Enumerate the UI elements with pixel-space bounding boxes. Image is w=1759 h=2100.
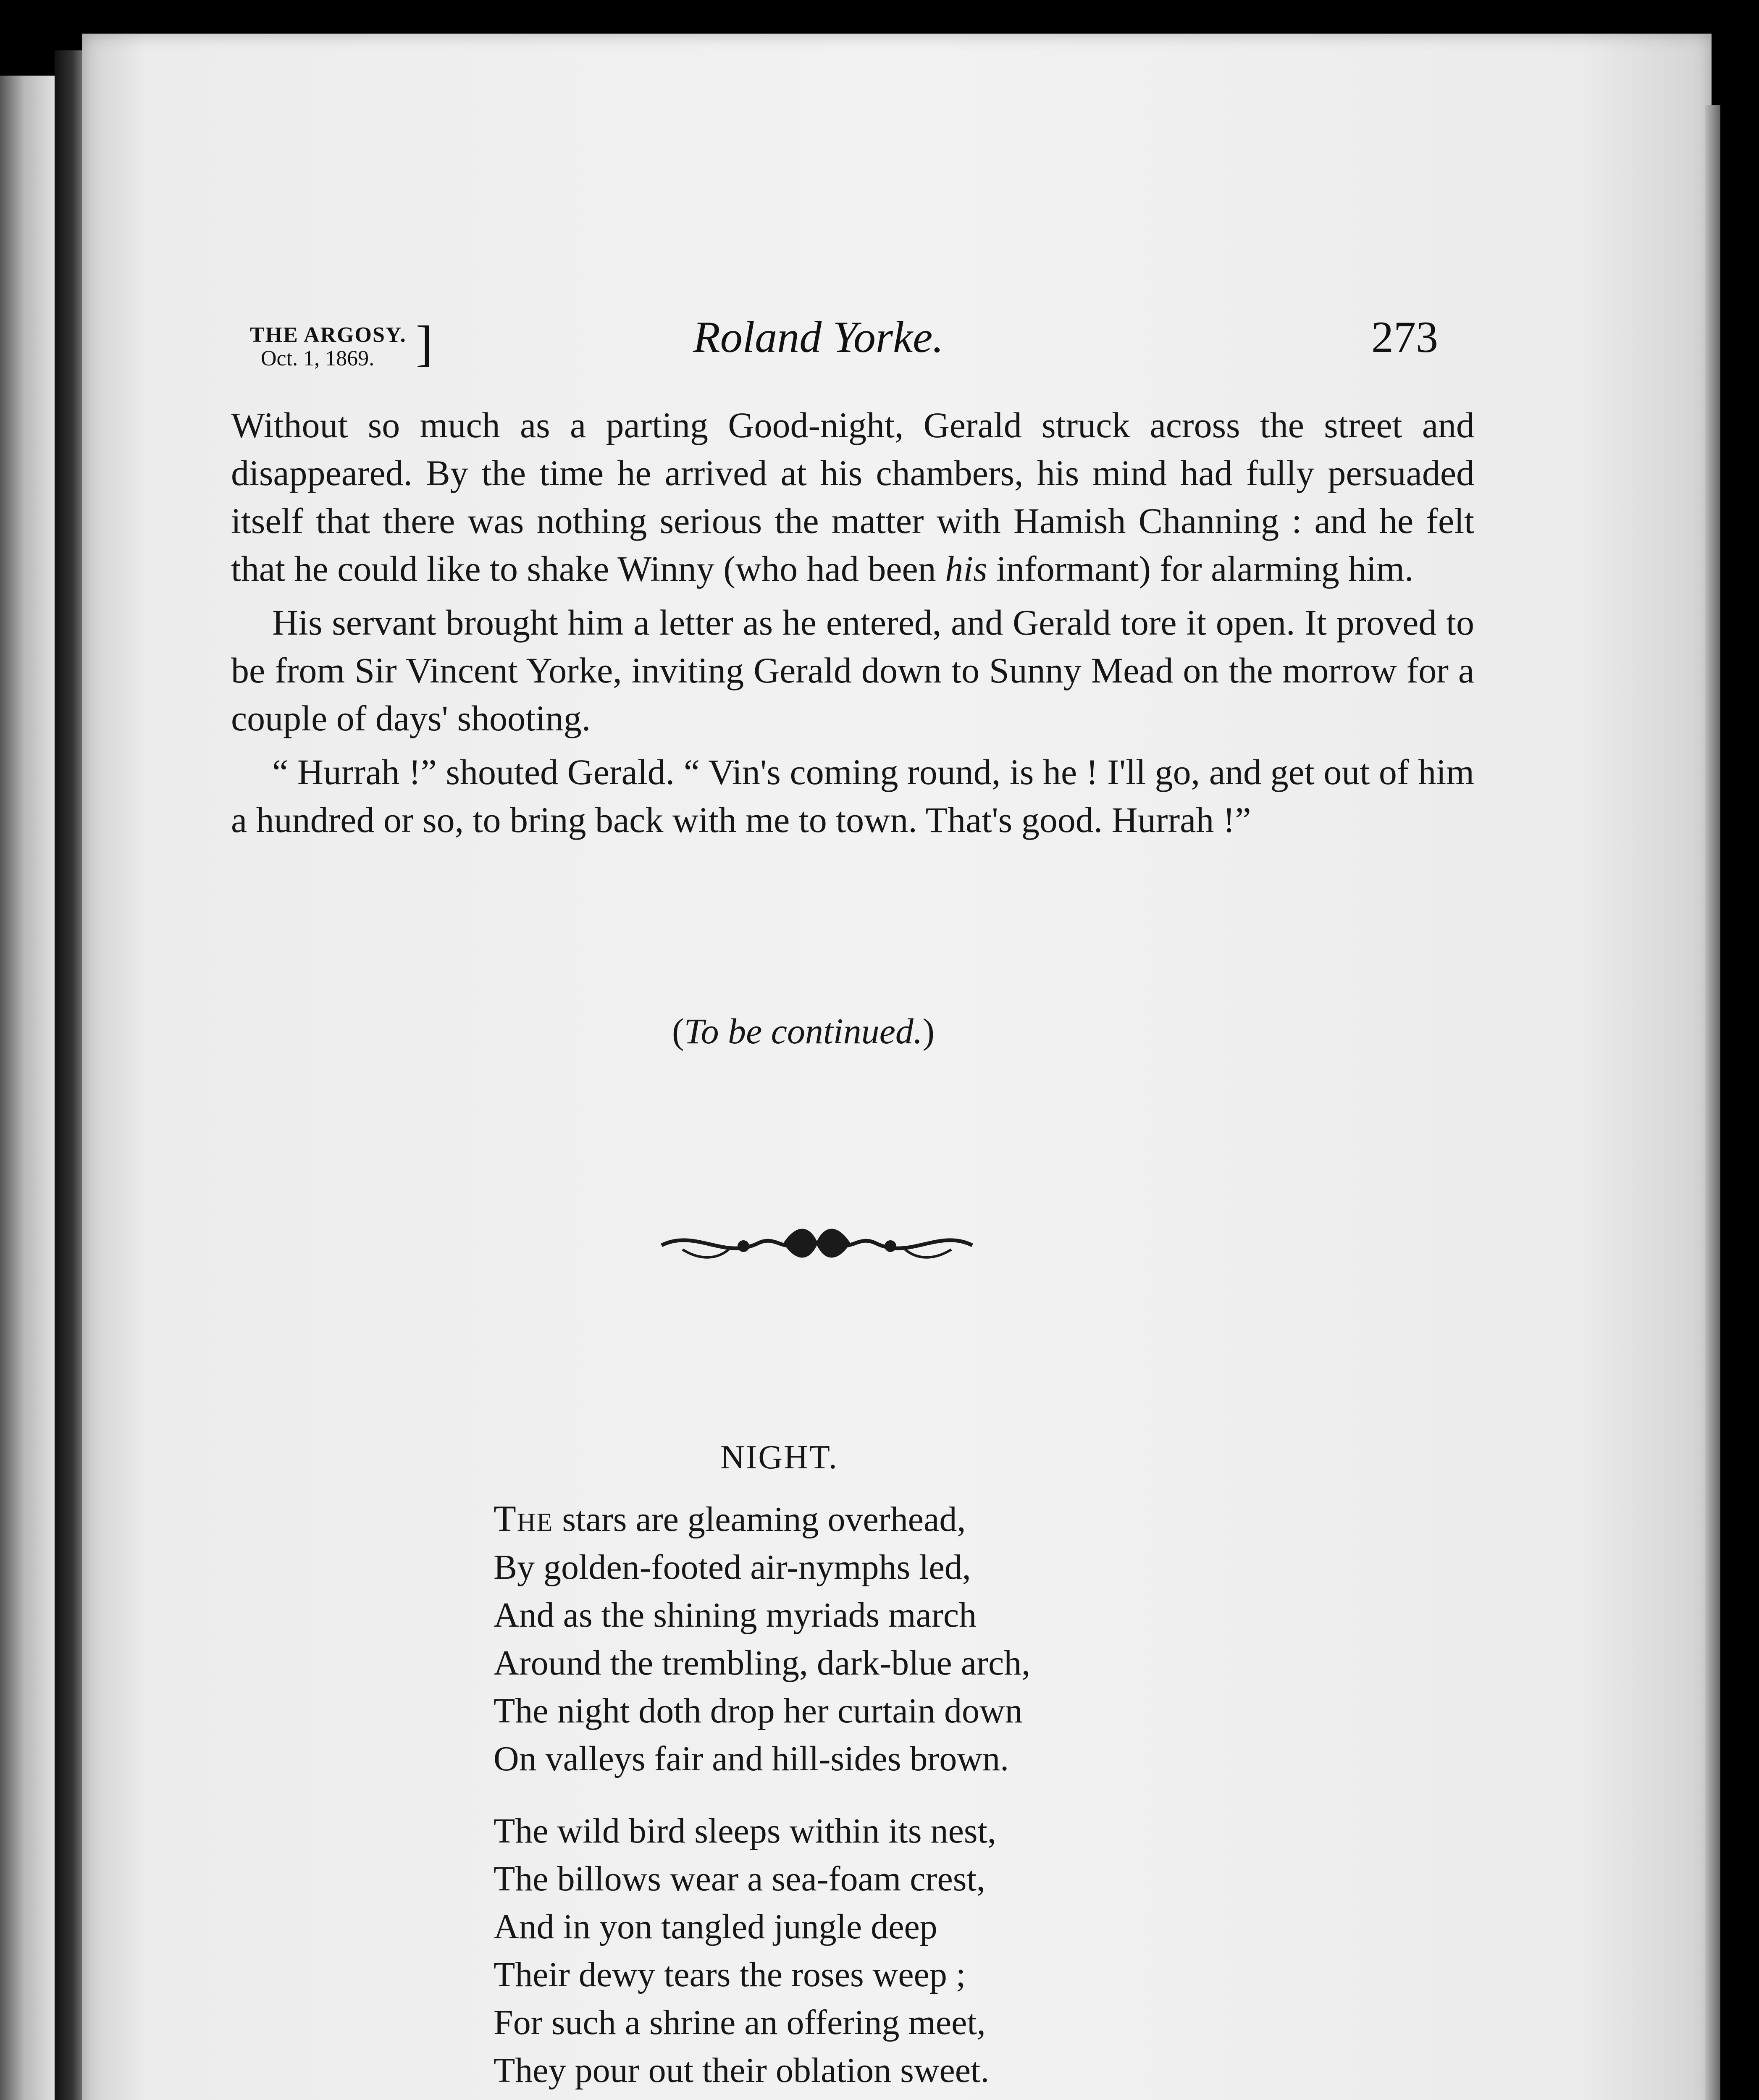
paragraph-text: Without so much as a parting Good-night, Gerald struck across the street and disappeared. By the time he arrived at his chambers, his mind had fully persuaded itself that there was nothing serious the matter with Hamish Channing : and he felt that he could like to shake Winny (who had been <box>231 405 1474 589</box>
poem-line: By golden-footed air-nymphs led, <box>494 1548 971 1587</box>
poem-line: And as the shining myriads march <box>494 1596 977 1635</box>
poem-line: The billows wear a sea-foam crest, <box>494 1859 985 1898</box>
paragraph <box>231 401 1474 593</box>
poem-line <box>494 1495 1055 1544</box>
poem-title: NIGHT. <box>720 1439 838 1476</box>
paren-close: ) <box>922 1011 935 1051</box>
running-header-title: Roland Yorke. <box>693 312 944 362</box>
paragraph: His servant brought him a letter as he entered, and Gerald tore it open. It proved to be from Sir Vincent Yorke, inviting Gerald down to Sunny Mead on the morrow for a couple of days' shooting. <box>231 602 1474 738</box>
book-gutter <box>55 50 84 2100</box>
to-be-continued <box>672 1010 935 1052</box>
poem-line: Around the trembling, dark-blue arch, <box>494 1643 1031 1683</box>
running-header-publication <box>250 323 407 370</box>
header-bracket: ] <box>416 315 433 371</box>
paragraph-text: informant) for alarming him. <box>987 549 1414 589</box>
poem-stanza-1 <box>494 1495 1055 1783</box>
page-edge-shadow <box>1705 105 1720 2100</box>
paragraph: “ Hurrah !” shouted Gerald. “ Vin's coming round, is he ! I'll go, and get out of him a hundred or so, to bring back with me to town. That's good. Hurrah !” <box>231 752 1474 840</box>
poem <box>494 1495 1055 2100</box>
poem-line-text: stars are gleaming overhead, <box>553 1500 966 1539</box>
poem-stanza-2 <box>494 1807 1055 2095</box>
ornament-divider <box>657 1220 977 1266</box>
paren-open: ( <box>672 1011 684 1051</box>
poem-first-word: The <box>494 1499 554 1539</box>
poem-line: The night doth drop her curtain down <box>494 1691 1023 1730</box>
continued-text: To be continued. <box>684 1011 923 1051</box>
poem-line: For such a shrine an offering meet, <box>494 2003 986 2042</box>
page-number: 273 <box>1371 312 1438 362</box>
poem-line: And in yon tangled jungle deep <box>494 1907 937 1946</box>
publication-date: Oct. 1, 1869. <box>261 346 375 370</box>
poem-line: They pour out their oblation sweet. <box>494 2051 990 2090</box>
poem-line: Their dewy tears the roses weep ; <box>494 1955 966 1994</box>
story-text <box>231 401 1474 850</box>
poem-line: The wild bird sleeps within its nest, <box>494 1811 996 1851</box>
emphasis-text: his <box>945 549 987 589</box>
poem-line: On valleys fair and hill-sides brown. <box>494 1739 1009 1778</box>
publication-name: THE ARGOSY. <box>250 323 407 347</box>
facing-page-edge <box>0 76 55 2100</box>
